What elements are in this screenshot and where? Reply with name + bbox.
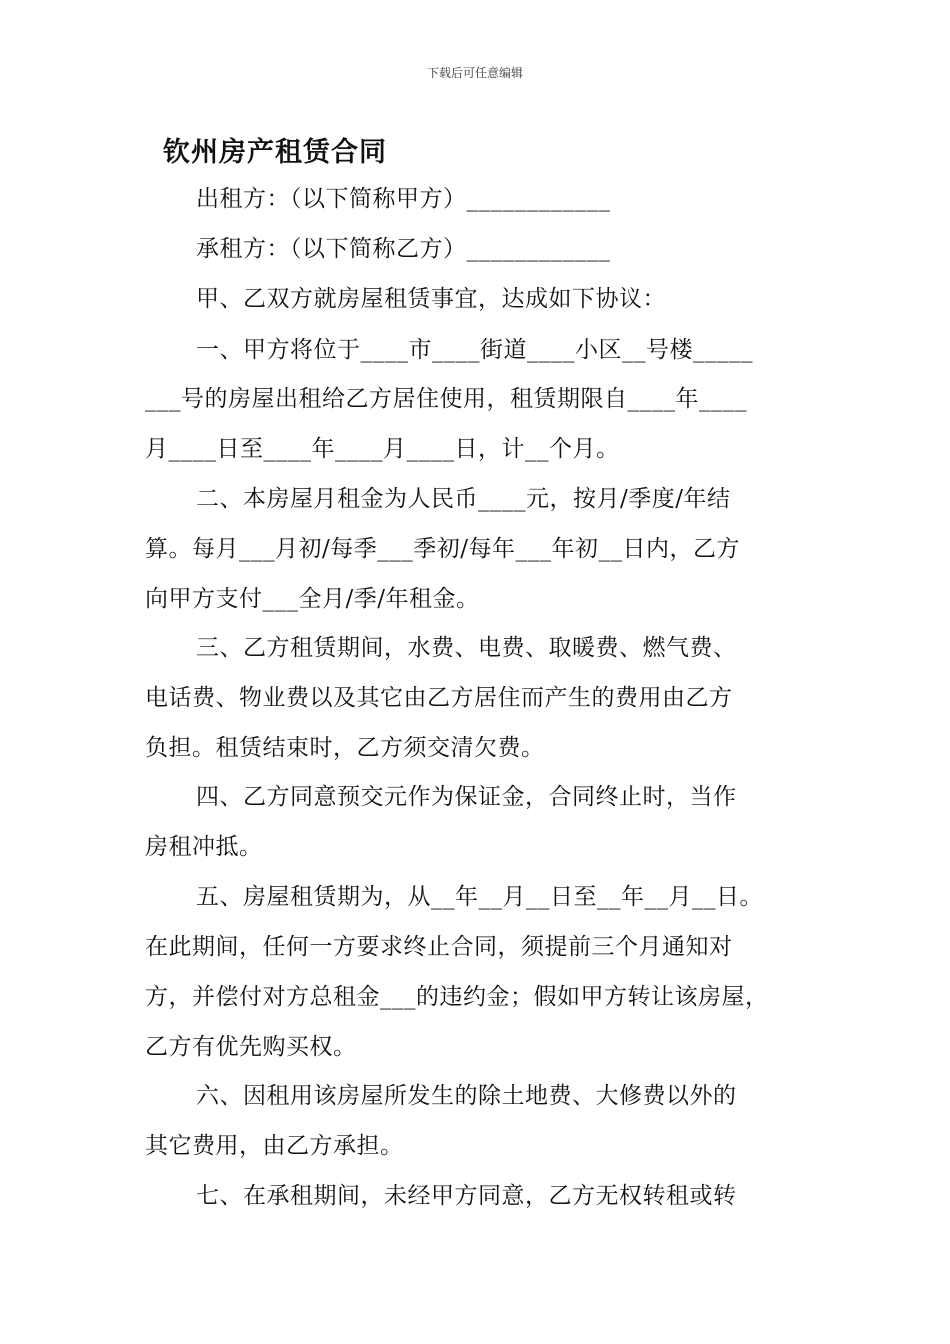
text-line: 甲、乙双方就房屋租赁事宜，达成如下协议：: [196, 286, 666, 312]
text-line: 一、甲方将位于____市____街道____小区__号楼_____: [196, 337, 753, 363]
text-line: 出租方：（以下简称甲方）____________: [196, 186, 611, 212]
text-line: 承租方：（以下简称乙方）____________: [196, 236, 611, 262]
text-line: 二、本房屋月租金为人民币____元，按月/季度/年结: [196, 486, 731, 512]
text-line: 乙方有优先购买权。: [145, 1034, 357, 1060]
text-line: ___号的房屋出租给乙方居住使用，租赁期限自____年____: [145, 386, 747, 412]
text-line: 房租冲抵。: [145, 834, 263, 860]
text-line: 其它费用，由乙方承担。: [145, 1133, 404, 1159]
text-line: 负担。租赁结束时，乙方须交清欠费。: [145, 735, 545, 761]
page-header-note: 下载后可任意编辑: [426, 66, 523, 80]
text-line: 在此期间，任何一方要求终止合同，须提前三个月通知对: [145, 934, 733, 960]
text-line: 七、在承租期间，未经甲方同意，乙方无权转租或转: [196, 1183, 737, 1209]
text-line: 五、房屋租赁期为，从__年__月__日至__年__月__日。: [196, 884, 763, 910]
text-line: 四、乙方同意预交元作为保证金，合同终止时，当作: [196, 784, 737, 810]
text-line: 算。每月___月初/每季___季初/每年___年初__日内，乙方: [145, 536, 740, 562]
text-line: 月____日至____年____月____日，计__个月。: [145, 436, 620, 462]
text-line: 六、因租用该房屋所发生的除土地费、大修费以外的: [196, 1083, 737, 1109]
text-line: 三、乙方租赁期间，水费、电费、取暖费、燃气费、: [196, 635, 737, 661]
text-line: 向甲方支付___全月/季/年租金。: [145, 586, 480, 612]
document-title: 钦州房产租赁合同: [163, 137, 387, 168]
text-line: 方，并偿付对方总租金___的违约金；假如甲方转让该房屋，: [145, 984, 769, 1010]
text-line: 电话费、物业费以及其它由乙方居住而产生的费用由乙方: [145, 685, 733, 711]
